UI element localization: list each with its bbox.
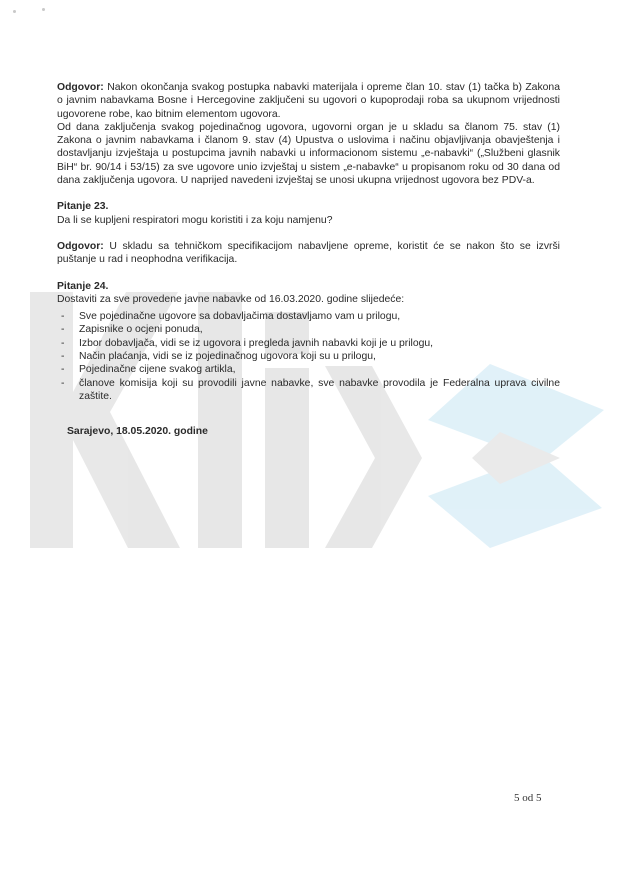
bullet-dash: - (61, 324, 65, 336)
spacer (57, 227, 560, 240)
pitanje-23-label: Pitanje 23. (57, 201, 109, 213)
odgovor-22-label: Odgovor: (57, 82, 104, 93)
odgovor-23-text: U skladu sa tehničkom specifikacijom nabavljene opreme, koristit će se nakon što se izvrši puštanje u rad i neophodna verifikacija. (57, 240, 560, 266)
odgovor-22-paragraph-2: Od dana zaključenja svakog pojedinačnog ugovora, ugovorni organ je u skladu sa članom 75. stav (1) Zakona o javnim nabavkama i članom 9. stav (4) Upustva o uslovima i načinu objavljivanja obavještenja i dostavljanju izvještaja u postupcima javnih nabavki u informacionom sistemu „e-nabavki“ („Službeni glasnik BiH“ br. 90/14 i 53/15) za sve ugovore unio izvještaj u sistem „e-nabavke“ u propisanom roku od 30 dana od dana zaključenja ugovora. U naprijed navedeni izvještaj se unosi ukupna vrijednost ugovora bez PDV-a. (57, 121, 560, 187)
odgovor-23-paragraph (57, 240, 560, 267)
scan-speck (42, 8, 45, 11)
document-body (57, 81, 560, 439)
spacer (57, 187, 560, 200)
list-item-text: Izbor dobavljača, vidi se iz ugovora i pregleda javnih nabavki koji je u prilogu, (79, 337, 434, 349)
list-item-text: članove komisija koji su provodili javne nabavke, sve nabavke provodila je Federalna uprava civilne zaštite. (79, 377, 560, 402)
list-item (57, 310, 560, 323)
page-number: 5 od 5 (514, 792, 542, 804)
odgovor-22-paragraph-1 (57, 81, 560, 121)
pitanje-24-list (57, 310, 560, 403)
spacer (57, 267, 560, 280)
bullet-dash: - (61, 311, 65, 323)
pitanje-24-label: Pitanje 24. (57, 280, 109, 292)
list-item-text: Zapisnike o ocjeni ponuda, (79, 324, 203, 336)
pitanje-24-text: Dostaviti za sve provedene javne nabavke od 16.03.2020. godine slijedeće: (57, 293, 405, 305)
odgovor-22-text-1: Nakon okončanja svakog postupka nabavki materijala i opreme član 10. stav (1) tačka b) Zakona o javnim nabavkama Bosne i Hercegovine zaključeni su ugovori o kupoprodaji roba sa ukupnom vrijednosti ugovorene robe, kao bitnim elementom ugovora. (57, 82, 560, 120)
odgovor-23-label: Odgovor: (57, 240, 104, 252)
bullet-dash: - (61, 364, 65, 376)
bullet-dash: - (61, 351, 65, 363)
scan-speck (13, 10, 16, 13)
pitanje-23-text: Da li se kupljeni respiratori mogu koristiti i za koju namjenu? (57, 214, 333, 226)
list-item (57, 363, 560, 376)
list-item-text: Pojedinačne cijene svakog artikla, (79, 364, 236, 376)
list-item (57, 323, 560, 336)
list-item (57, 350, 560, 363)
list-item (57, 377, 560, 404)
bullet-dash: - (61, 377, 65, 389)
list-item-text: Način plaćanja, vidi se iz pojedinačnog ugovora koji su u prilogu, (79, 351, 376, 363)
list-item-text: Sve pojedinačne ugovore sa dobavljačima dostavljamo vam u prilogu, (79, 311, 401, 323)
signoff-place-date: Sarajevo, 18.05.2020. godine (67, 426, 208, 438)
bullet-dash: - (61, 337, 65, 349)
list-item (57, 337, 560, 350)
